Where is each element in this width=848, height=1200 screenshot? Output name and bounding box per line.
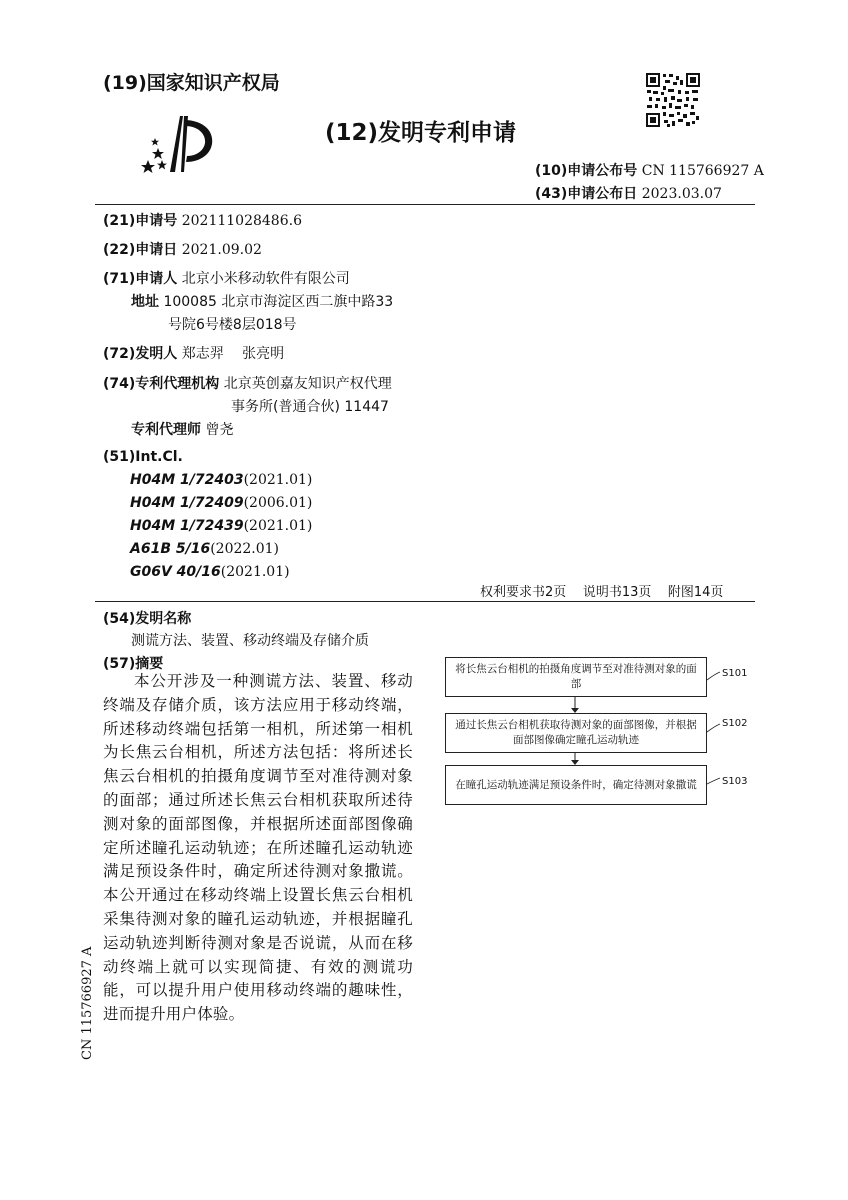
agent-label: 专利代理师 [131,422,201,438]
title-label: (54)发明名称 [103,611,192,627]
app-date-label: (22)申请日 [103,242,178,258]
applicant-label: (71)申请人 [103,271,178,287]
flow-step-box: 在瞳孔运动轨迹满足预设条件时，确定待测对象撒谎 [445,765,707,805]
inventors [103,343,284,363]
flow-step-box: 通过长焦云台相机获取待测对象的面部图像，并根据面部图像确定瞳孔运动轨迹 [445,713,707,753]
agency-label: (74)专利代理机构 [103,376,220,392]
side-publication-number: CN 115766927 A [80,946,95,1060]
address-line1: 100085 北京市海淀区西二旗中路33 [163,294,394,310]
applicant-value: 北京小米移动软件有限公司 [181,271,350,287]
pub-date-value: 2023.03.07 [641,186,722,202]
agency [103,373,392,393]
ipc-label: (51)Int.Cl. [103,449,183,465]
application-number [103,210,302,230]
application-date [103,239,262,259]
agency-line1: 北京英创嘉友知识产权代理 [223,376,392,392]
ipc-entry: H04M 1/72403(2021.01) [130,472,313,488]
pages-claims: 权利要求书2页 [480,585,567,600]
pub-date-label: (43)申请公布日 [535,186,638,202]
document-type-title: (12)发明专利申请 [325,120,517,146]
agency-line2: 事务所(普通合伙) 11447 [231,399,389,415]
address-label: 地址 [131,294,159,310]
abstract-text: 本公开涉及一种测谎方法、装置、移动终端及存储介质，该方法应用于移动终端，所述移动终端包括第一相机，所述第一相机为长焦云台相机，所述方法包括：将所述长焦云台相机的拍摄角度调节至对准待测对象的面部；通过所述长焦云台相机获取所述待测对象的面部图像，并根据所述面部图像确定所述瞳孔运动轨迹；在所述瞳孔运动轨迹满足预设条件时，确定所述待测对象撒谎。本公开通过在移动终端上设置长焦云台相机采集待测对象的瞳孔运动轨迹，并根据瞳孔运动轨迹判断待测对象是否说谎，从而在移动终端上就可以实现简捷、有效的测谎功能，可以提升用户使用移动终端的趣味性，进而提升用户体验。 [103,672,413,1024]
flow-step-box: 将长焦云台相机的拍摄角度调节至对准待测对象的面部 [445,657,707,697]
publication-number [535,160,764,180]
address [131,291,393,311]
authority-title: (19)国家知识产权局 [103,72,280,94]
app-no-value: 202111028486.6 [181,213,302,229]
applicant [103,268,350,288]
ipc-entry: G06V 40/16(2021.01) [130,564,290,580]
abstract-label: (57)摘要 [103,656,164,672]
inventor-value: 郑志羿 张亮明 [181,346,285,362]
publication-date [535,183,722,203]
pub-no-value: CN 115766927 A [641,163,764,179]
app-no-label: (21)申请号 [103,213,178,229]
agent-value: 曾尧 [205,422,234,438]
header-divider [95,204,755,205]
biblio-divider [95,601,755,602]
qr-code-icon [645,72,701,128]
flow-step-id: S102 [722,718,748,729]
agent [131,419,233,439]
ipc-entry: A61B 5/16(2022.01) [130,541,280,557]
ipc-entry: H04M 1/72439(2021.01) [130,518,313,534]
app-date-value: 2021.09.02 [181,242,262,258]
ipc-entry: H04M 1/72409(2006.01) [130,495,313,511]
flowchart-connectors [560,650,760,820]
flow-step-id: S101 [722,668,748,679]
pages-description: 说明书13页 [582,585,652,600]
inventor-label: (72)发明人 [103,346,178,362]
page-counts [480,581,723,600]
flow-step-id: S103 [722,776,748,787]
cnipa-emblem-icon [140,112,220,174]
invention-title: 测谎方法、装置、移动终端及存储介质 [131,633,369,649]
address-line2: 号院6号楼8层018号 [168,317,297,333]
pub-no-label: (10)申请公布号 [535,163,638,179]
pages-figures: 附图14页 [667,585,724,600]
